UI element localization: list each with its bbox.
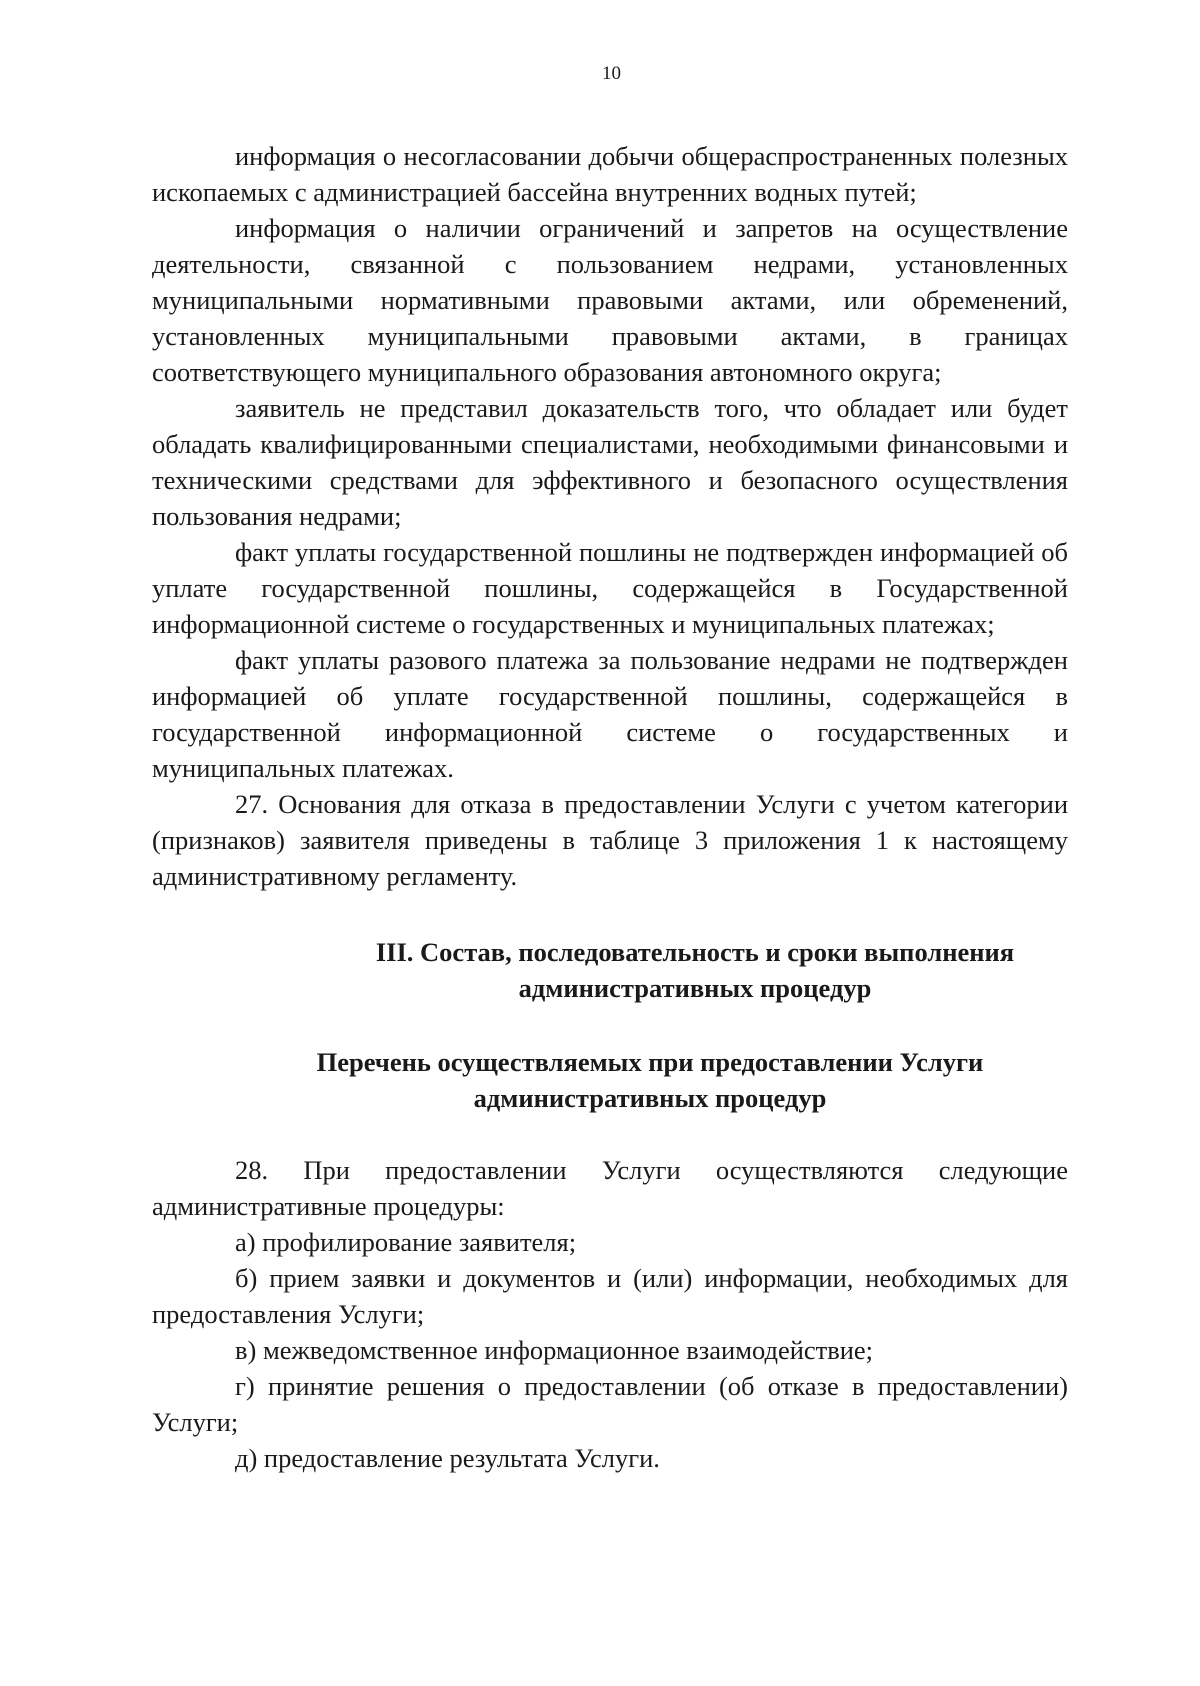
sub-heading-line: административных процедур xyxy=(473,1083,827,1113)
list-item: б) прием заявки и документов и (или) информации, необходимых для предоставления Услуги; xyxy=(152,1263,1068,1329)
section-heading-line: административных процедур xyxy=(518,973,872,1003)
section-heading-line: III. Состав, последовательность и сроки выполнения xyxy=(375,937,1015,967)
sub-heading xyxy=(152,1044,1068,1116)
document-body xyxy=(152,138,1068,1476)
paragraph-27: 27. Основания для отказа в предоставлении Услуги с учетом категории (признаков) заявителя приведены в таблице 3 приложения 1 к настоящему административному регламенту. xyxy=(152,789,1068,891)
page-number: 10 xyxy=(602,63,621,84)
paragraph: информация о наличии ограничений и запретов на осуществление деятельности, связанной с пользованием недрами, установленных муниципальными нормативными правовыми актами, или обременений, установленных муниципальными правовыми актами, в границах соответствующего муниципального образования автономного округа; xyxy=(152,213,1068,387)
list-item: г) принятие решения о предоставлении (об отказе в предоставлении) Услуги; xyxy=(152,1371,1068,1437)
paragraph-28: 28. При предоставлении Услуги осуществляются следующие административные процедуры: xyxy=(152,1155,1068,1221)
paragraph: факт уплаты разового платежа за пользование недрами не подтвержден информацией об уплате государственной пошлины, содержащейся в государственной информационной системе о государственных и муниципальных платежах. xyxy=(152,645,1068,783)
paragraph: заявитель не представил доказательств того, что обладает или будет обладать квалифицированными специалистами, необходимыми финансовыми и техническими средствами для эффективного и безопасного осуществления пользования недрами; xyxy=(152,393,1068,531)
section-heading xyxy=(152,934,1068,1006)
paragraph: факт уплаты государственной пошлины не подтвержден информацией об уплате государственной пошлины, содержащейся в Государственной информационной системе о государственных и муниципальных платежах; xyxy=(152,537,1068,639)
list-item: а) профилирование заявителя; xyxy=(235,1227,577,1257)
paragraph: информация о несогласовании добычи общераспространенных полезных ископаемых с администрацией бассейна внутренних водных путей; xyxy=(152,141,1068,207)
list-item: д) предоставление результата Услуги. xyxy=(235,1443,660,1473)
list-item: в) межведомственное информационное взаимодействие; xyxy=(235,1335,874,1365)
sub-heading-line: Перечень осуществляемых при предоставлении Услуги xyxy=(316,1047,984,1077)
